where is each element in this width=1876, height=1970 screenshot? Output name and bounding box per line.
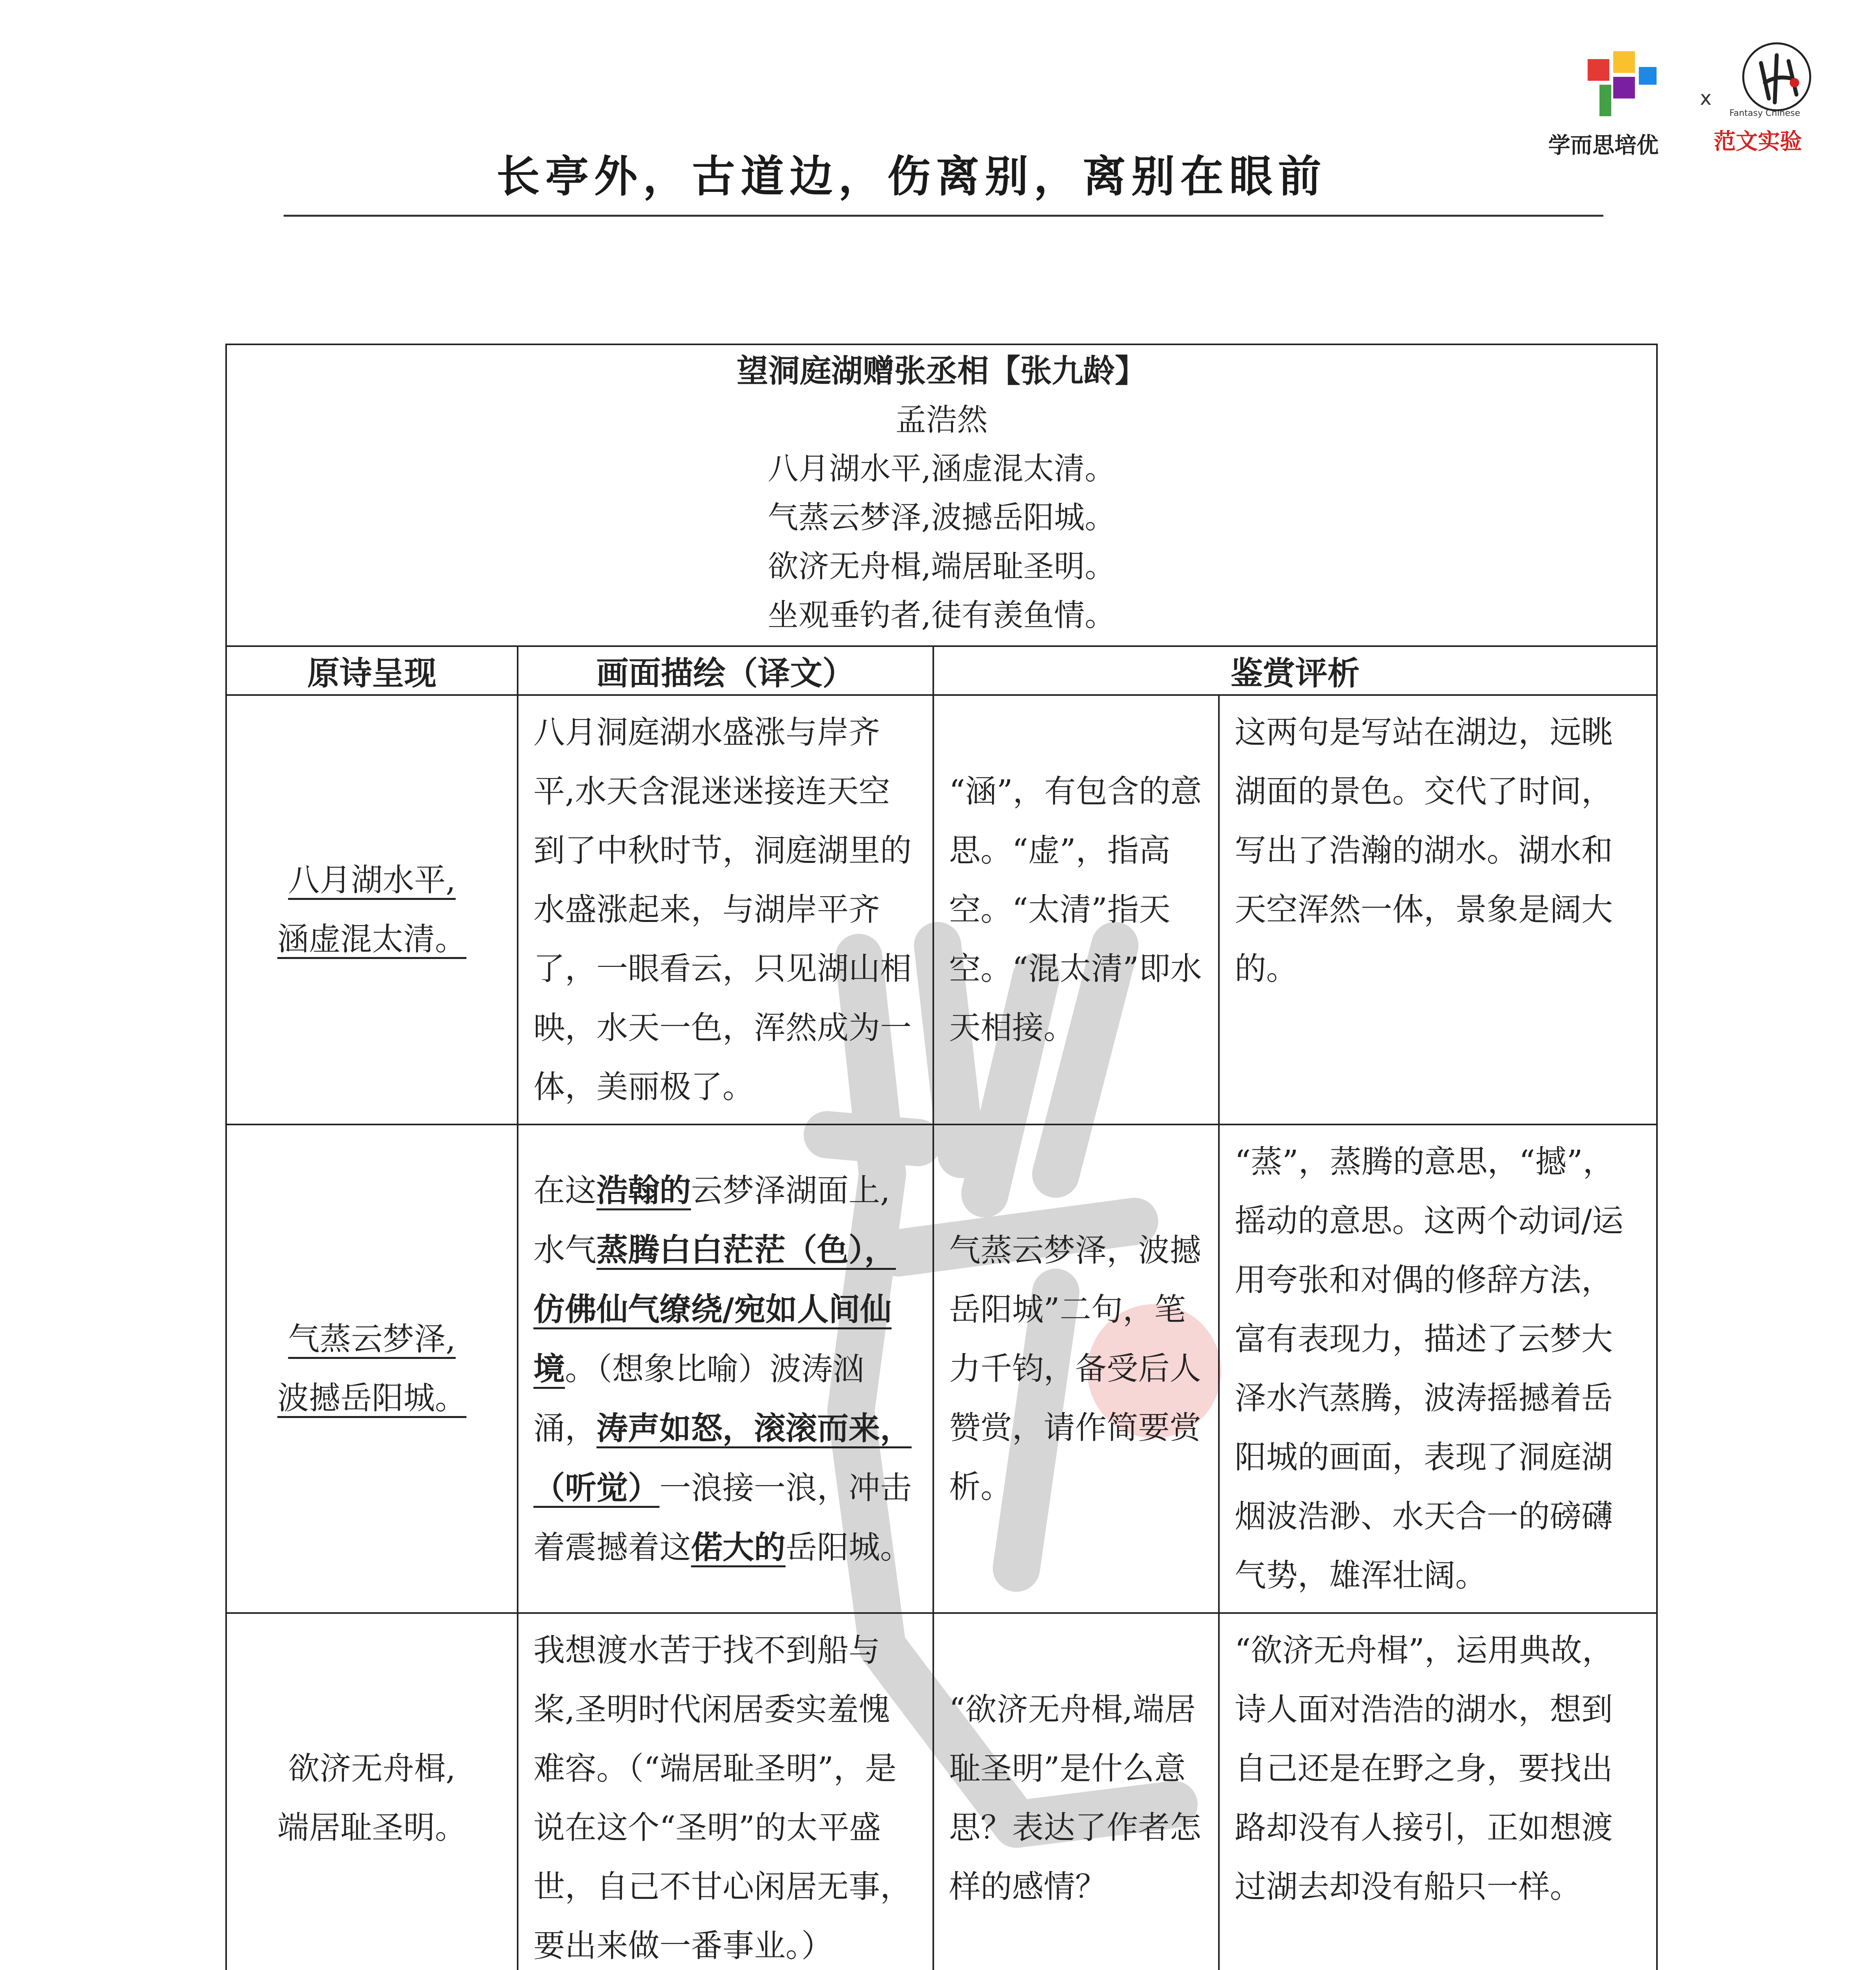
column-header-translation: 画面描绘（译文）: [518, 646, 933, 695]
original-line: 端居耻圣明。: [277, 1809, 466, 1846]
table-row: [226, 1124, 1657, 1613]
poem-line: 气蒸云梦泽,波撼岳阳城。: [767, 500, 1116, 535]
translation-highlight: 蒸腾白白茫茫（色），仿佛仙气缭绕/宛如人间仙境: [533, 1231, 896, 1387]
translation-highlight: 涛声如怒，滚滚而来，（听觉）: [533, 1409, 912, 1506]
page-header-title: 长亭外，古道边，伤离别，离别在眼前: [496, 151, 1327, 202]
fanwen-logo-text: 范文实验: [1714, 129, 1802, 154]
original-line: 气蒸云梦泽,: [288, 1321, 456, 1357]
header-divider: [284, 215, 1603, 217]
analysis-cell: “欲济无舟楫”，运用典故，诗人面对浩浩的湖水，想到自己还是在野之身，要找出路却没有人接引，正如想渡过湖去却没有船只一样。: [1219, 1613, 1657, 1970]
xueersi-logo: [1548, 43, 1690, 162]
table-row: [226, 1613, 1657, 1970]
original-line: 涵虚混太清。: [277, 921, 466, 957]
translation-text: 云梦泽湖面上,水气: [533, 1172, 890, 1268]
poem-line: 欲济无舟楫,端居耻圣明。: [767, 549, 1116, 584]
original-line: 欲济无舟楫,: [288, 1750, 456, 1787]
logo-separator: x: [1700, 87, 1712, 110]
xueersi-logo-text: 学而思培优: [1548, 133, 1659, 158]
original-text-cell: [226, 1124, 518, 1613]
original-text-cell: [226, 695, 518, 1124]
xueersi-logo-icon: [1576, 43, 1662, 122]
translation-highlight: 浩翰的: [596, 1171, 691, 1209]
fanwen-logo-subtext: Fantasy Chinese: [1729, 108, 1800, 118]
poem-author: 孟浩然: [895, 402, 988, 438]
table-row: [226, 695, 1657, 1124]
question-cell: “欲济无舟楫,端居耻圣明”是什么意思？表达了作者怎样的感情？: [933, 1613, 1219, 1970]
column-header-original: 原诗呈现: [226, 646, 518, 695]
poem-header-cell: [226, 344, 1657, 646]
translation-text: 。（想象比喻）波涛汹涌，: [533, 1350, 864, 1447]
fanwen-logo-icon: [1737, 39, 1816, 118]
column-header-analysis: 鉴赏评析: [933, 646, 1657, 695]
analysis-cell: “蒸”，蒸腾的意思，“撼”，摇动的意思。这两个动词/运用夸张和对偶的修辞方法，富有表现力，描述了云梦大泽水汽蒸腾，波涛摇撼着岳阳城的画面，表现了洞庭湖烟波浩渺、水天合一的磅礴气势，雄浑壮阔。: [1219, 1124, 1657, 1613]
question-cell: 气蒸云梦泽，波撼岳阳城”二句，笔力千钧，备受后人赞赏，请作简要赏析。: [933, 1124, 1219, 1613]
poem-line: 坐观垂钓者,徒有羡鱼情。: [767, 598, 1116, 633]
poem-line: 八月湖水平,涵虚混太清。: [767, 451, 1116, 487]
translation-highlight: 偌大的: [691, 1528, 786, 1566]
fanwen-logo: [1714, 39, 1844, 165]
original-line: 波撼岳阳城。: [277, 1380, 466, 1416]
question-cell: “涵”，有包含的意思。“虚”，指高空。“太清”指天空。“混太清”即水天相接。: [933, 695, 1219, 1124]
translation-cell: 我想渡水苦于找不到船与桨,圣明时代闲居委实羞愧难容。（“端居耻圣明”，是说在这个“圣明”的太平盛世，自己不甘心闲居无事，要出来做一番事业。）: [518, 1613, 933, 1970]
analysis-cell: 这两句是写站在湖边，远眺湖面的景色。交代了时间，写出了浩瀚的湖水。湖水和天空浑然一体，景象是阔大的。: [1219, 695, 1657, 1124]
translation-cell: 八月洞庭湖水盛涨与岸齐平,水天含混迷迷接连天空到了中秋时节，洞庭湖里的水盛涨起来，与湖岸平齐了，一眼看云，只见湖山相映，水天一色，浑然成为一体，美丽极了。: [518, 695, 933, 1124]
original-line: 八月湖水平,: [288, 862, 456, 898]
poem-analysis-table: [225, 344, 1658, 1970]
translation-text: 在这: [533, 1172, 596, 1209]
poem-title: 望洞庭湖赠张丞相【张九龄】: [737, 353, 1146, 389]
translation-cell: [518, 1124, 933, 1613]
translation-text: 一浪接一浪，冲击着震撼着这: [533, 1469, 912, 1566]
original-text-cell: [226, 1613, 518, 1970]
translation-text: 岳阳城。: [786, 1529, 912, 1566]
